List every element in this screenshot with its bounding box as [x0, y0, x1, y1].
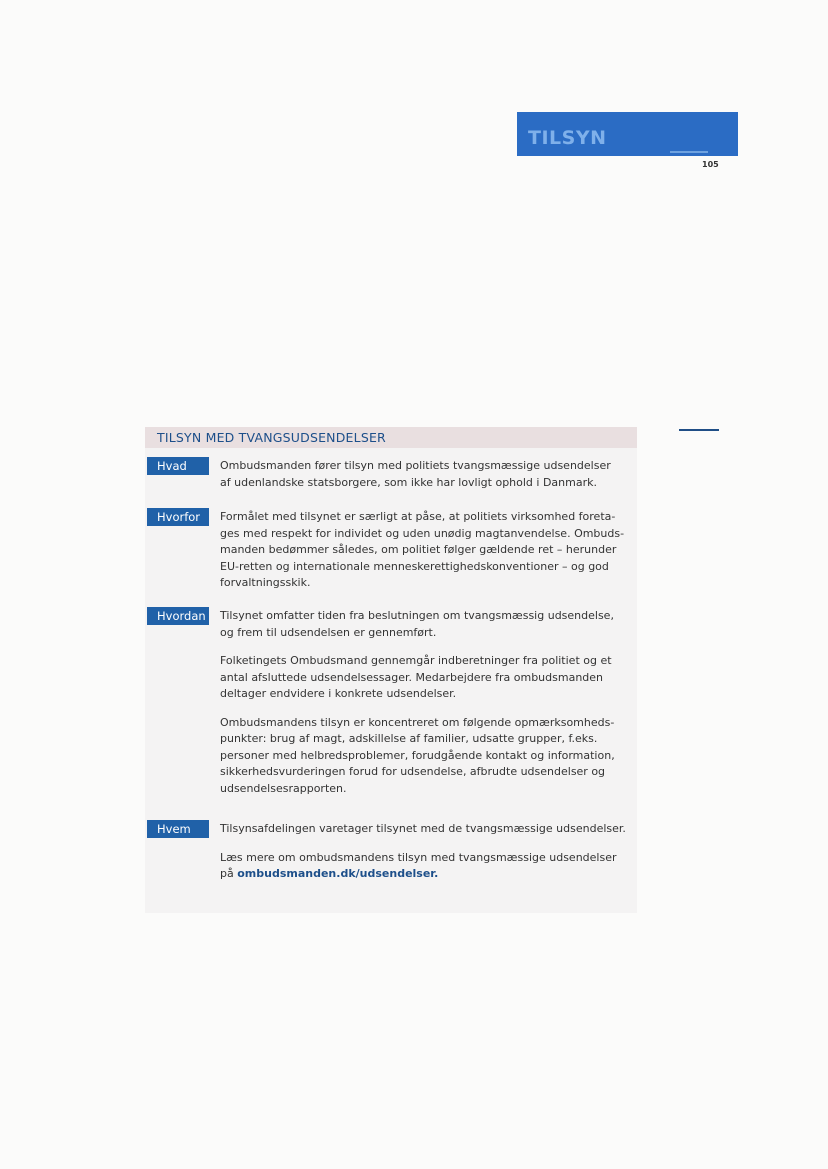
paragraph: Tilsynsafdelingen varetager tilsynet med de tvangsmæssige udsendelser.	[220, 822, 626, 835]
read-more-link[interactable]: ombudsmanden.dk/udsendelser.	[237, 867, 439, 880]
paragraph: Ombudsmanden fører tilsyn med politiets tvangsmæssige udsendelser af udenlandske statsborgere, som ikke har lovligt ophold i Danmark.	[220, 459, 611, 489]
info-box	[145, 427, 637, 913]
row-label: Hvad	[147, 457, 209, 475]
section-tag-rule	[670, 151, 708, 153]
row-label: Hvem	[147, 820, 209, 838]
info-box-title: TILSYN MED TVANGSUDSENDELSER	[145, 427, 637, 448]
paragraph: Formålet med tilsynet er særligt at påse, at politiets virksomhed foreta- ges med respekt for individet og uden unødig magtanvendelse. Ombuds- manden bedømmer således, om politiet følger gældende ret – herunder EU-retten og internationale menneskerettighedskonventioner – og god forvaltningsskik.	[220, 510, 625, 589]
read-more-text: Læs mere om ombudsmandens tilsyn med tvangsmæssige udsendelser på	[220, 850, 617, 880]
row-label: Hvordan	[147, 607, 209, 625]
side-rule	[679, 429, 719, 431]
page-number: 105	[702, 160, 719, 169]
section-tag-label: TILSYN	[528, 127, 607, 149]
paragraph: Tilsynet omfatter tiden fra beslutningen om tvangsmæssig udsendelse, og frem til udsendelsen er gennemført.	[220, 609, 614, 639]
section-tag	[517, 112, 738, 156]
paragraph: Ombudsmandens tilsyn er koncentreret om følgende opmærksomheds- punkter: brug af magt, adskillelse af familier, udsatte grupper, f.eks. personer med helbredsproblemer, forudgående kontakt og information, sikkerhedsvurderingen forud for udsendelse, afbrudte udsendelser og udsendelsesrapporten.	[220, 715, 615, 795]
read-more-paragraph	[220, 850, 632, 883]
row-label: Hvorfor	[147, 508, 209, 526]
row-text	[220, 458, 632, 503]
row-text	[220, 821, 632, 895]
paragraph: Folketingets Ombudsmand gennemgår indberetninger fra politiet og et antal afsluttede udsendelsessager. Medarbejdere fra ombudsmanden deltager endvidere i konkrete udsendelser.	[220, 654, 612, 700]
row-text	[220, 509, 632, 604]
row-text	[220, 608, 632, 809]
